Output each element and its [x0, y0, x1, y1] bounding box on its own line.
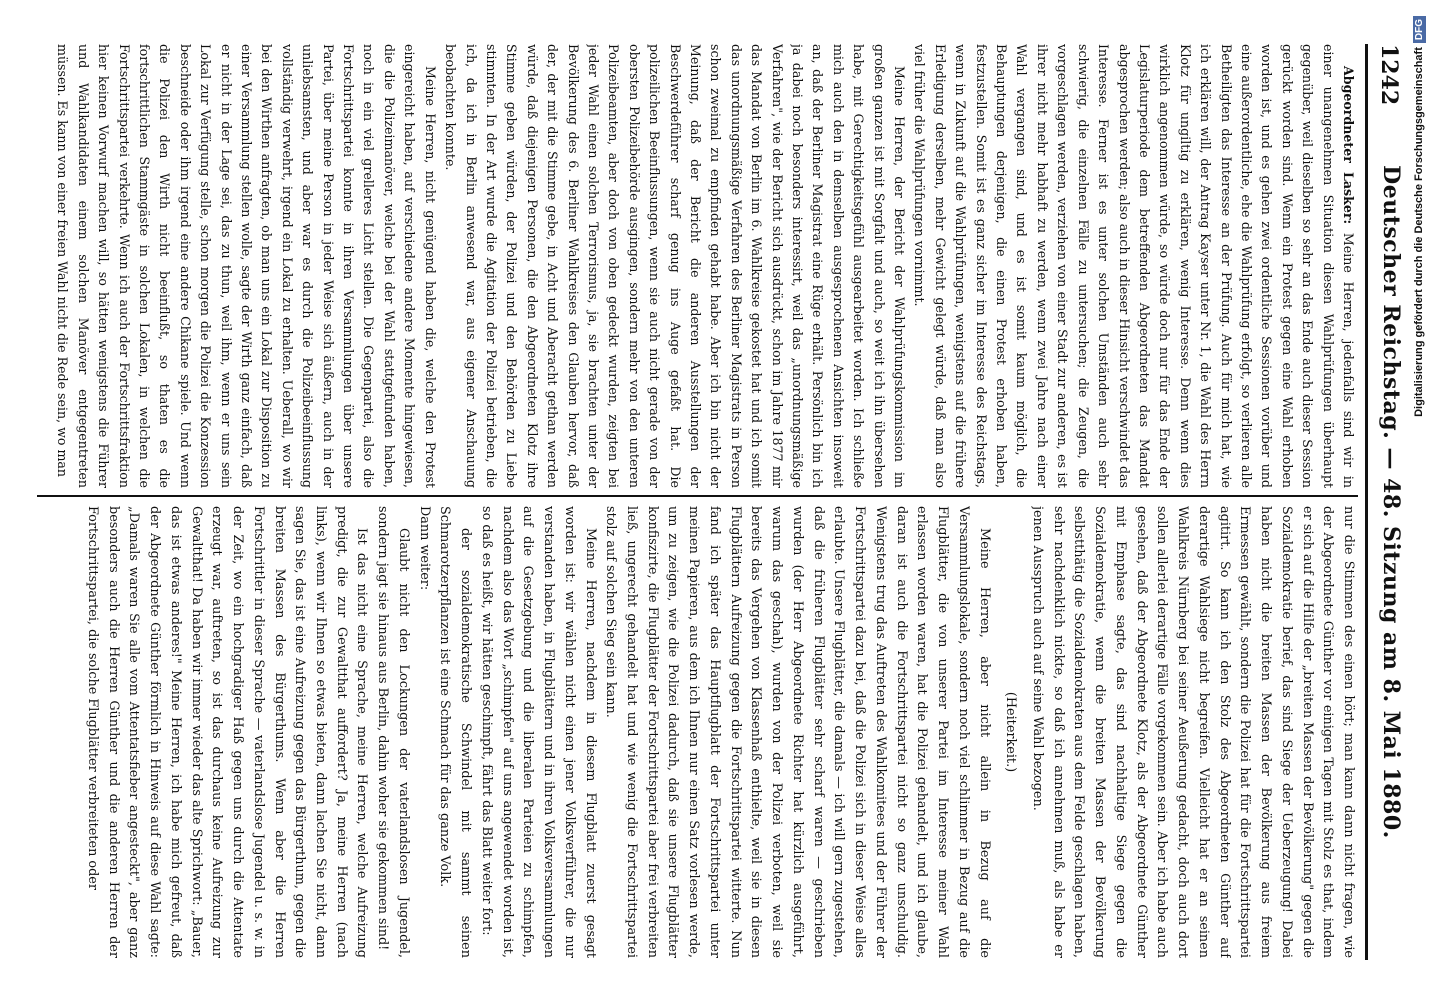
paragraph: [52, 44, 440, 488]
paragraph: [371, 506, 412, 958]
paragraph: [475, 506, 599, 958]
paragraph-text: Meine Herren, nachdem in diesem Flugblatt zuerst gesagt worden ist: wir wählen nicht einen jener Volksverführer, die nur verstanden haben, in Flugblättern und in ihren Volksversammlungen auf die Gesetzgebung und die liberalen Parteien zu schimpfen, nachdem also das Wort „schimpfen" auf uns angewendet worden ist, so daß es heißt, wir hätten geschimpft, fährt das Blatt weiter fort:: [478, 506, 598, 958]
paragraph-text: Meine Herren, jedenfalls sind wir in einer unangenehmen Situation diesen Wahlprüfungen überhaupt gegenüber, weil dieselben so sehr an das Ende auch dieser Session gerückt worden sind. Wenn ein Protest gegen eine Wahl erhoben worden ist, und es gehen zwei ordentliche Sessionen vorüber und eine außerordentliche, ehe die Wahlprüfung erfolgt, so verlieren alle Betheiligten das Interesse an der Prüfung. Auch für mich hat, wie ich erklären will, der Antrag Kayser unter Nr. 1, die Wahl des Herrn Klotz für ungiltig zu erklären, wenig Interesse. Denn wenn dies wirklich angenommen würde, so würde doch nur für das Ende der Legislaturperiode dem betreffenden Abgeordneten das Mandat abgesprochen werden; also auch in dieser Hinsicht verschwindet das Interesse. Ferner ist es unter solchen Umständen auch sehr schwierig, die einzelnen Fälle zu untersuchen; die Zeugen, die vorgeschlagen werden, verziehen von einer Stadt zur anderen, es ist ihrer nicht mehr habhaft zu werden, wenn zwei Jahre nach einer Wahl vergangen sind, und es ist somit kaum möglich, die Behauptungen derjenigen, die einen Protest erhoben haben, festzustellen. Somit ist es ganz sicher im Interesse des Reichstags, wenn in Zukunft auf die Wahlprüfungen, wenigstens auf die frühere Erledigung derselben, mehr Gewicht gelegt würde, daß man also viel früher die Wahlprüfungen vornimmt.: [912, 44, 1356, 488]
paragraph-text: Dann weiter:: [416, 506, 432, 591]
paragraph-text: (Heiterkeit.): [1003, 691, 1019, 773]
paragraph: [434, 506, 475, 958]
paragraph: [1000, 506, 1021, 958]
paragraph: [1026, 506, 1358, 958]
paragraph-text: nur die Stimmen des einen hört; man kann dann nicht fragen, wie der Abgeordnete Günther vor einigen Tagen mit Stolz es that, indem er sich auf die Hilfe der „breiten Massen der Bevölkerung" gegen die Sozialdemokratie berief, das sind Siege der Ueberzeugung! Dabei haben nicht die breiten Massen der Bevölkerung aus freiem Ermessen gewählt, sondern die Polizei hat für die Fortschrittspartei agitirt. So kann ich den Stolz des Abgeordneten Günther auf derartige Wahlsiege nicht begreifen. Vielleicht hat er an seinen Wahlkreis Nürnberg bei seiner Aeußerung gedacht, doch auch dort sollen allerlei derartige Fälle vorgekommen sein. Aber ich habe auch gesehen, daß der Abgeordnete Klotz, als der Abgeordnete Günther mit Emphase sagte, das sind nachhaltige Siege gegen die Sozialdemokratie, wenn die breiten Massen der Bevölkerung selbstthätig die Sozialdemokraten aus dem Felde geschlagen haben, sehr nachdenklich nickte, so daß ich annehmen muß, als habe er jenen Ausspruch auch auf seine Wahl bezogen.: [1029, 506, 1356, 958]
paragraph: [909, 44, 1358, 488]
paragraph-text: Meine Herren, der Bericht der Wahlprüfungskommission im großen ganzen ist mit Sorgfalt und auch, so weit ich ihn übersehen habe, mit Gerechtigkeitsgefühl ausgearbeitet worden. Ich schließe mich auch den in demselben ausgesprochenen Ansichten insoweit an, daß der Berliner Magistrat eine Rüge erhält. Persönlich bin ich ja dabei noch besonders interessirt, weil das „unordnungsmäßige Verfahren", wie der Bericht sich ausdrückt, schon im Jahre 1877 mir das Mandat von Berlin im 6. Wahlkreise gekostet hat und ich somit das unordnungsmäßige Verfahren des Berliner Magistrats in Person schon zweimal zu empfinden gehabt habe. Aber ich bin nicht der Meinung, daß der Bericht die anderen Ausstellungen der Beschwerdeführer scharf genug ins Auge gefaßt hat. Die polizeilichen Beeinflussungen, wenn sie auch nicht gerade von der obersten Polizeibehörde ausgingen, sondern mehr von den unteren Polizeibeamten, aber doch von oben gedeckt wurden, zeigten bei jeder Wahl einen solchen Terrorismus, ja, sie brachten unter der Bevölkerung des 6. Berliner Wahlkreises den Glauben hervor, daß der, der mit die Stimme gebe, in Acht und Aberacht gethan werden würde, daß diejenigen Personen, die den Abgeordneten Klotz ihre Stimme geben würden, der Polizei und den Behörden zu Liebe stimmten. In der Art wurde die Agitation der Polizei betrieben, die ich, da ich in Berlin anwesend war, aus eigener Anschauung beobachten konnte.: [443, 44, 908, 488]
dfg-logo: DFG: [1413, 16, 1426, 43]
dfg-credit: [1408, 0, 1430, 1000]
speaker-name: Abgeordneter Lasker:: [1341, 66, 1356, 225]
paragraph-text: Glaubt nicht den Lockungen der vaterlandslosen Jugendel, sondern jagt sie hinaus aus Berlin, dahin woher sie gekommen sind!: [375, 506, 411, 958]
credit-text: Digitalisierung gefördert durch die Deutsche Forschungsgemeinschaft: [1413, 47, 1425, 417]
running-title: Deutscher Reichstag. — 48. Sitzung am 8. Mai 1880.: [1378, 165, 1404, 839]
header-rule: [1365, 44, 1368, 960]
paragraph: [81, 506, 371, 958]
paragraph-text: der sozialdemokratische Schwindel mit sammt seinen Schmarotzerpflanzen ist eine Schmach für das ganze Volk.: [437, 506, 474, 958]
column-divider: [37, 495, 1358, 497]
page-number: 1242: [1376, 44, 1402, 106]
paragraph-text: Ist das nicht eine Sprache, meine Herren, welche Aufreizung predigt, die zur Gewaltthat auffordert? Ja, meine Herren (nach links), wenn wir Ihnen so etwas bieten, dann lachen Sie nicht, dann sagen Sie, das ist eine Aufreizung gegen das Bürgerthum, gegen die breiten Massen des Bürgerthums. Wenn aber die Herren Fortschrittler in dieser Sprache — vaterlandslose Jugendel u. s. w. in der Zeit, wo ein hochgradiger Haß gegen uns durch die Attentate erzeugt war, auftreten, so ist das durchaus keine Aufreizung zur Gewaltthat! Da haben wir immer wieder das alte Sprichwort: „Bauer, das ist etwas anderes!" Meine Herren, ich habe mich gefreut, daß der Abgeordnete Günther förmlich in Hinweis auf diese Wahl sagte: „Damals waren Sie alle vom Attentatsfieber angesteckt", aber ganz besonders auch die Herren Günther und die anderen Herren der Fortschrittspartei, die solche Flugblätter verbreiteten oder: [84, 506, 370, 958]
page-header: [1368, 44, 1412, 960]
paragraph: [413, 506, 434, 958]
paragraph-text: Meine Herren, aber nicht allein in Bezug auf die Versammlungslokale, sondern noch viel schlimmer in Bezug auf die Flugblätter, die von unserer Partei im Interesse meiner Wahl erlassen worden waren, hat die Polizei gehandelt, und ich glaube, daran ist auch die Fortschrittspartei nicht so ganz unschuldig. Wenigstens trug das Auftreten des Wahlkomitees und der Führer der Fortschrittspartei dazu bei, daß die Polizei sich in dieser Weise alles erlaubte. Unsere Flugblätter, die damals — ich will gern zugestehen, daß die früheren Flugblätter sehr scharf waren — geschrieben wurden (der Herr Abgeordnete Richter hat kürzlich ausgeführt, warum das geschah), wurden von der Polizei verboten, weil sie bereits das Vergehen von Klassenhaß enthielte, weil sie in diesen Flugblättern Aufreizung gegen die Fortschrittspartei witterte. Nun fand ich später das Hauptflugblatt der Fortschrittspartei unter meinen Papieren, aus dem ich Ihnen nur einen Satz vorlesen werde, um zu zeigen, wie die Polizei dadurch, daß sie unsere Flugblätter konfiszirte, die Flugblätter der Fortschrittspartei aber frei verbreiten ließ, ungerecht gehandelt hat und wie wenig die Fortschrittspartei stolz auf solchen Sieg sein kann.: [603, 506, 992, 958]
left-column: [37, 44, 1358, 488]
paragraph-text: Meine Herren, nicht genügend haben die, welche den Protest eingereicht haben, auf verschiedene andere Momente hingewiesen, die die Polizeimanöver, welche bei der Wahl stattgefunden haben, noch in ein viel grelleres Licht stellen. Die Gegenpartei, also die Fortschrittspartei konnte in ihren Versammlungen über unsere Partei, über meine Person in jeder Weise sich äußern, auch in der unliebsamsten, und aber war es durch die Polizeibeeinflussung vollständig verwehrt, irgend ein Lokal zu erhalten. Ueberall, wo wir bei den Wirthen anfragten, ob man uns ein Lokal zur Disposition zu einer Versammlung stellen wolle, sagte der Wirth ganz einfach, daß er nicht in der Lage sei, das zu thun, weil ihm, wenn er uns sein Lokal zur Verfügung stelle, schon morgen die Polizei die Konzession beschneide oder ihm irgend eine andere Chikane spiele. Und wenn die Polizei den Wirth nicht beeinflußt, so thaten es die fortschrittlichen Stammgäste in solchen Lokalen, in welchen die Fortschrittspartei verkehrte. Wenn ich auch der Fortschrittsfraktion hier keinen Vorwurf machen will, so hätten wenigstens die Führer und Wahlkandidaten einem solchen Manöver entgegentreten müssen. Es kann von einer freien Wahl nicht die Rede sein, wo man: [55, 44, 438, 488]
right-column: [37, 506, 1358, 958]
paragraph: [440, 44, 909, 488]
paragraph: [600, 506, 994, 958]
